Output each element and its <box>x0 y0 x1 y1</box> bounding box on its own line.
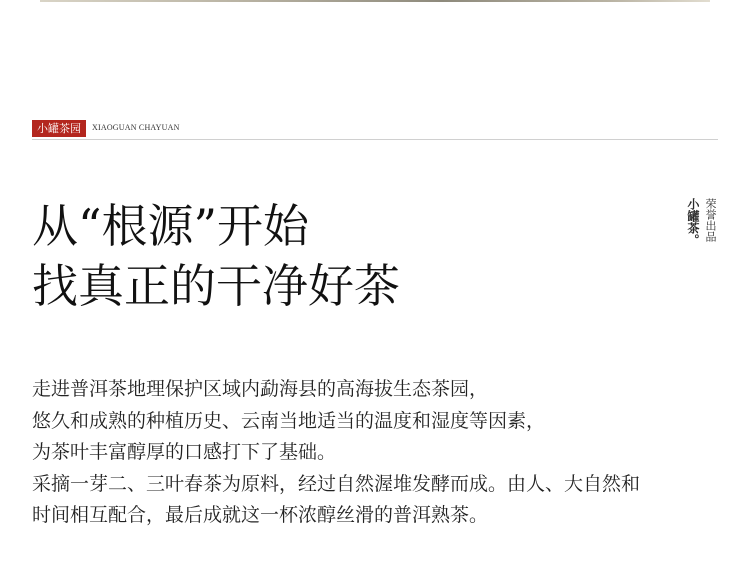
divider-line <box>32 139 718 140</box>
brand-seal-main: 小罐茶。 <box>686 198 700 246</box>
body-line: 走进普洱茶地理保护区域内勐海县的高海拔生态茶园， <box>32 378 489 400</box>
brand-header <box>32 118 718 140</box>
brand-seal-sub: 荣誉出品 <box>704 198 717 242</box>
brand-english-name: XIAOGUAN CHAYUAN <box>92 123 180 132</box>
headline-line-2: 找真正的干净好茶 <box>32 259 400 313</box>
brand-badge: 小罐茶园 <box>32 120 86 137</box>
body-paragraph <box>32 374 722 532</box>
body-line: 时间相互配合，最后成就这一杯浓醇丝滑的普洱熟茶。 <box>32 504 489 526</box>
body-line: 采摘一芽二、三叶春茶为原料，经过自然渥堆发酵而成。由人、大自然和 <box>32 472 641 495</box>
body-line: 为茶叶丰富醇厚的口感打下了基础。 <box>32 441 337 463</box>
body-line: 悠久和成熟的种植历史、云南当地适当的温度和湿度等因素， <box>32 409 546 432</box>
headline-line-1: 从“根源”开始 <box>32 199 310 253</box>
top-image-strip <box>0 0 750 4</box>
headline <box>32 196 592 316</box>
top-image-edge <box>40 0 710 2</box>
